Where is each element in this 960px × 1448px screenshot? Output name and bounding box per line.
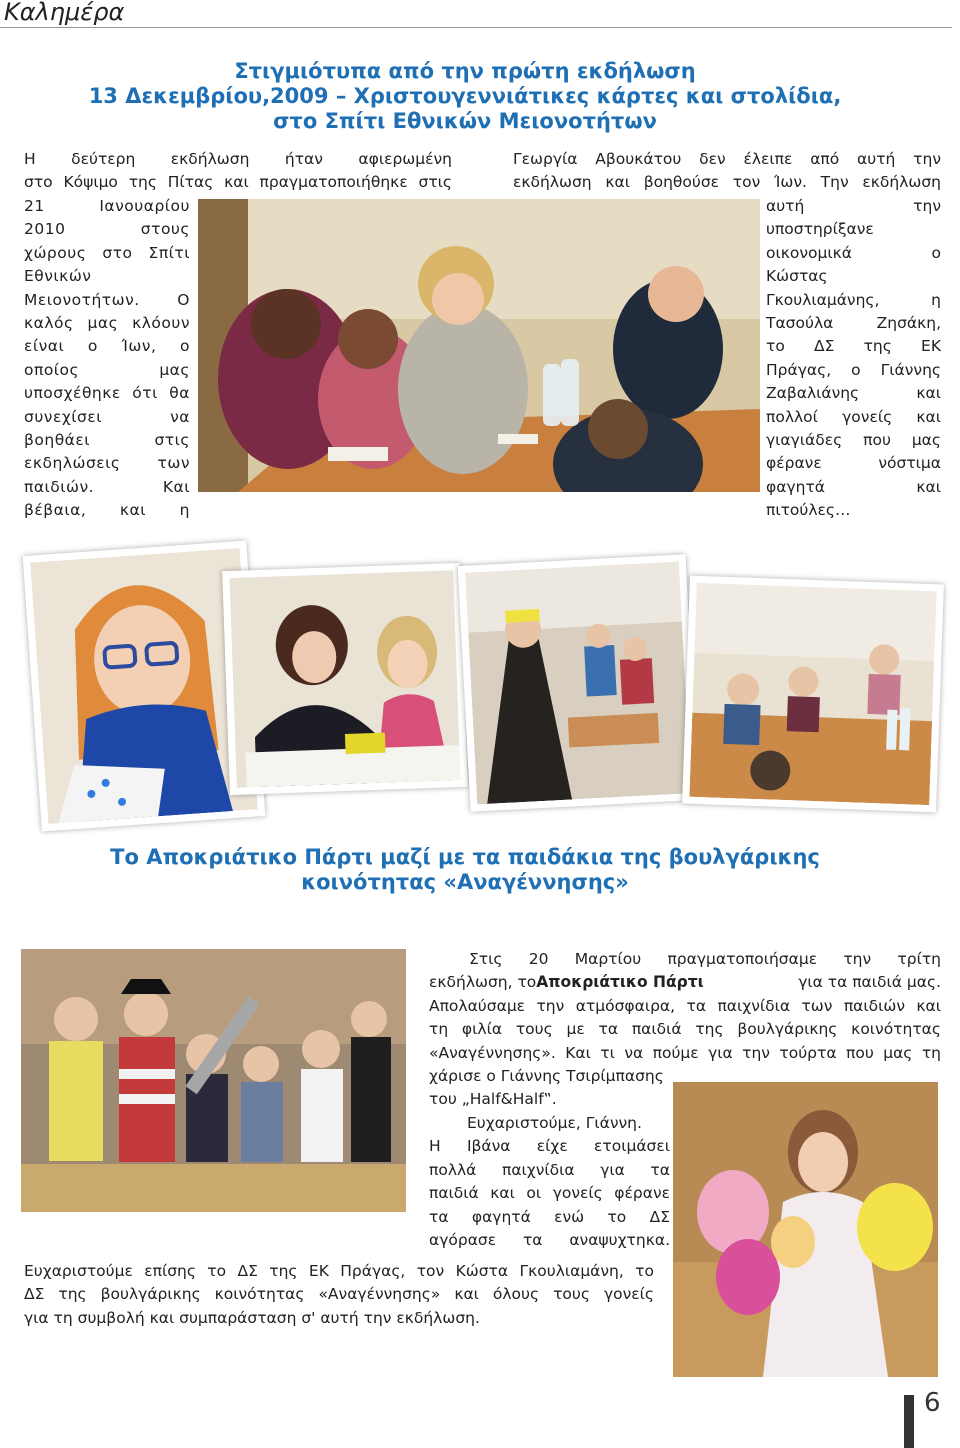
crafting-table-photo [198,199,760,492]
text-line: τη φιλία τους με τα παιδιά της βουλγάρικης κοινότητας [429,1020,941,1039]
text-line: Πράγας, ο Γιάννης [766,360,941,379]
text-line: ΔΣ της βουλγάρικης κοινότητας «Αναγέννησης» και όλους τους γονείς [24,1285,654,1304]
text-line: είναι ο Ίων, ο [24,337,190,356]
text-line: Εθνικών [24,267,92,286]
text-line: Γκουλιαμάνης, η [766,290,941,309]
text-line: Ευχαριστούμε, Γιάννη. [467,1114,642,1132]
text-line: παιδιών. Και [24,477,190,496]
section2-heading [0,845,930,895]
text-line: αγόρασε τα αναψυχτηκα. [429,1231,670,1250]
text-line: εκδηλώσεις των [24,454,190,473]
text-line: στο Κόψιμο της Πίτας και πραγματοποιήθηκε στις [24,173,452,192]
text-line: Μειονοτήτων. Ο [24,290,190,309]
text-line: το ΔΣ της ΕΚ [766,337,941,356]
section1-left-text [24,148,452,195]
text-line: εκδήλωση και βοηθούσε τον Ίων. Την εκδήλωση [513,173,941,192]
text-line: χώρους στο Σπίτι [24,243,190,262]
children-at-table-photo [682,576,944,813]
text-line: αυτή την [766,197,941,215]
section2-paragraph-1 [429,948,941,1112]
section1-heading-line: Στιγμιότυπα από την πρώτη εκδήλωση [234,59,696,83]
text-line: 21 Ιανουαρίου [24,197,190,215]
text-line: πολλά παιχνίδια για τα [429,1160,670,1179]
event-name-bold: Αποκριάτικο Πάρτι [536,973,704,992]
section1-heading-line: 13 Δεκεμβρίου,2009 – Χριστουγεννιάτικες κάρτες και στολίδια, [88,84,842,108]
section1-left-wrap-text [24,195,190,523]
text-line: υποσχέθηκε ότι θα [24,384,190,403]
text-line: τα φαγητά ενώ το ΔΣ [429,1207,670,1226]
text-line: Ζαβαλιάνης και [766,384,941,403]
text-line: παιδιά και οι γονείς φέρανε [429,1184,670,1203]
text-line: καλός μας κλόουν [24,314,190,333]
text-line: Η Ιβάνα είχε ετοιμάσει [429,1137,670,1156]
costume-party-photo [21,949,406,1212]
section2-heading-line: Το Αποκριάτικο Πάρτι μαζί με τα παιδάκια της βουλγάρικης [110,845,820,869]
text-line: πολλοί γονείς και [766,407,941,426]
text-line: Γεωργία Αβουκάτου δεν έλειπε από αυτή την [513,150,941,168]
text-line: φέρανε νόστιμα [766,454,941,473]
text-line: υποστηρίξανε [766,220,874,239]
text-line: Η δεύτερη εκδήλωση ήταν αφιερωμένη [24,150,452,168]
text-fragment: εκδήλωση, το [429,973,537,992]
text-line: χάρισε ο Γιάννης Τσιρίμπασης [429,1067,664,1086]
magazine-title: Καλημέρα [4,0,125,26]
text-line: συνεχίσει να [24,407,190,426]
section2-paragraph-3 [24,1260,654,1330]
section1-right-text [513,148,941,195]
section2-paragraph-2 [429,1112,670,1252]
text-line: 2010 στους [24,220,190,239]
page-number-bar [904,1395,914,1448]
text-line: «Αναγέννησης». Και τι να πούμε για την τούρτα που μας τη [429,1043,941,1062]
text-line: για τη συμβολή και συμπαράσταση σ' αυτή την εκδήλωση. [24,1308,480,1327]
text-line: γιαγιάδες που μας [766,431,941,450]
text-line [429,971,941,994]
text-line: πιτούλες… [766,501,851,520]
page-number: 6 [924,1388,941,1418]
section1-right-wrap-text [766,195,941,523]
header-divider [0,27,952,28]
section2-heading-line: κοινότητας «Αναγέννησης» [301,870,629,894]
text-line: φαγητά και [766,477,941,496]
section1-heading [0,59,930,134]
text-line: βέβαια, και η [24,501,190,520]
text-line: οικονομικά ο [766,243,941,262]
clown-with-children-photo [458,554,699,812]
text-line: οποίος μας [24,360,190,379]
text-line: Τασούλα Ζησάκη, [766,314,941,333]
text-line: Στις 20 Μαρτίου πραγματοποιήσαμε την τρίτη [469,950,941,968]
text-line: Κώστας [766,267,828,286]
text-fragment: για τα παιδιά μας. [798,973,941,992]
text-line: βοηθάει στις [24,431,190,450]
text-line: του „Half&Half‟. [429,1090,557,1109]
text-line: Απολαύσαμε την ατμόσφαιρα, τα παιχνίδια των παιδιών και [429,996,941,1015]
text-line: Ευχαριστούμε επίσης το ΔΣ της ΕΚ Πράγας, τον Κώστα Γκουλιαμάνη, το [24,1262,654,1280]
teen-and-child-crafting-photo [222,563,468,795]
section1-heading-line: στο Σπίτι Εθνικών Μειονοτήτων [273,109,657,133]
girl-with-balloons-photo [673,1082,938,1377]
